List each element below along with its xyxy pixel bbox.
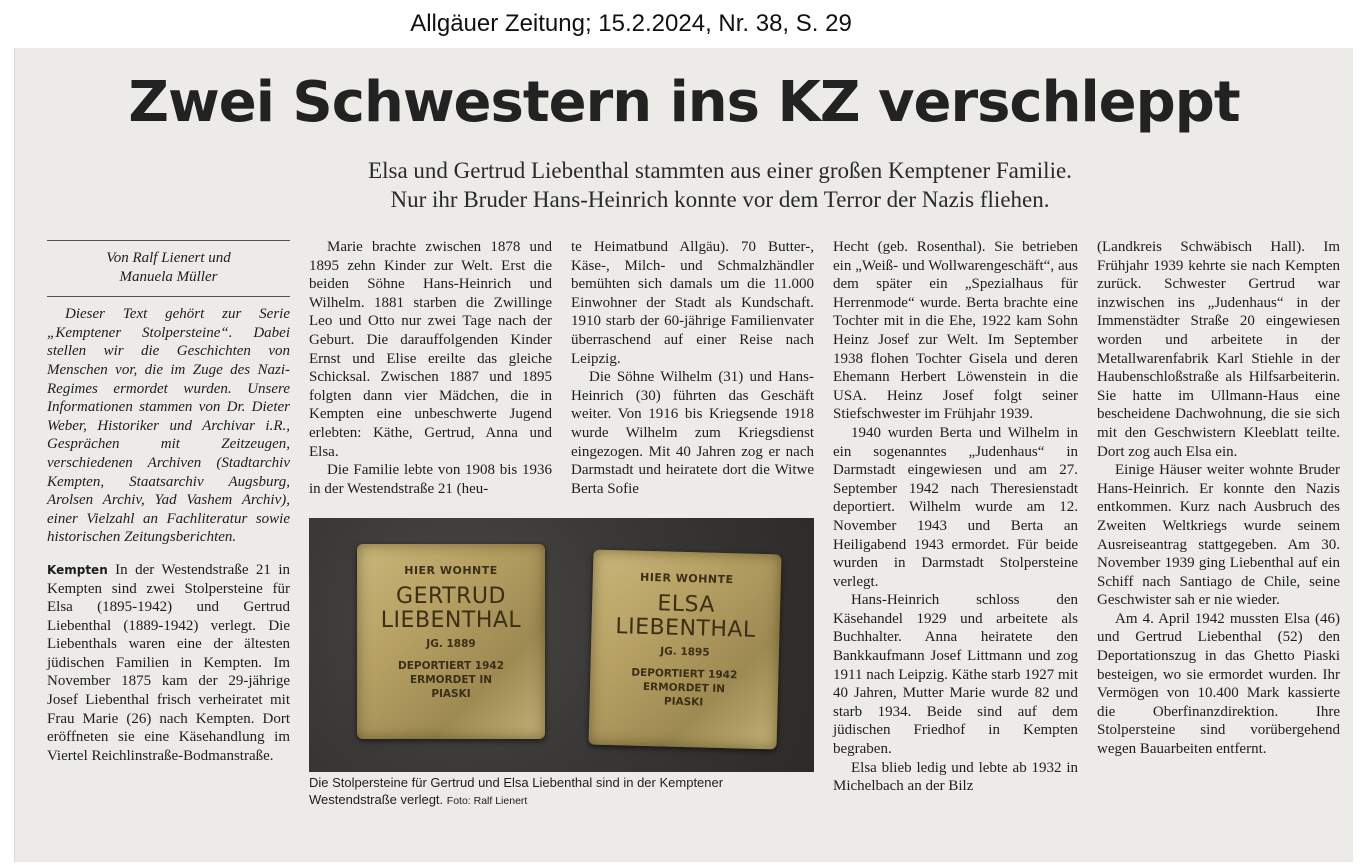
newspaper-clipping: [14, 48, 1353, 862]
photo-caption: [309, 774, 814, 810]
subhead-line-1: Elsa und Gertrud Liebenthal stammten aus einer großen Kemptener Familie.: [368, 158, 1072, 183]
paragraph: Die Familie lebte von 1908 bis 1936 in der Westendstraße 21 (heu-: [309, 462, 552, 497]
stone-text: DEPORTIERT 1942: [631, 666, 738, 682]
paragraph: Die Söhne Wilhelm (31) und Hans-Heinrich (30) führten das Geschäft weiter. Von 1916 bis Kriegsende 1918 wurde Wilhelm zum Kriegsdienst eingezogen. Mit 40 Jahren zog er nach Darmstadt und heiratete dort die Witwe Berta Sofie: [571, 369, 814, 497]
stone-text: ERMORDET IN: [642, 680, 726, 696]
paragraph: [47, 561, 290, 766]
photo-credit: Foto: Ralf Lienert: [446, 795, 528, 807]
source-line: Allgäuer Zeitung; 15.2.2024, Nr. 38, S. 29: [410, 10, 852, 37]
byline-line-1: Von Ralf Lienert und: [106, 250, 231, 266]
stone-name: GERTRUD: [396, 584, 506, 609]
paragraph-text: In der Westendstraße 21 in Kempten sind zwei Stolpersteine für Elsa (1895-1942) und Gertrud Liebenthal (1889-1942) verlegt. Die Liebenthals waren eine der ältesten jüdischen Familien in Kempten. Im November 1875 kam der 29-jährige Josef Liebenthal frisch verheiratet mit Frau Marie (26) nach Kempten. Dort eröffneten sie eine Käsehandlung im Viertel Reichlinstraße-Bodmanstraße.: [47, 561, 290, 764]
stone-text: HIER WOHNTE: [404, 564, 498, 577]
stolperstein-gertrud: [357, 544, 545, 739]
subhead-line-2: Nur ihr Bruder Hans-Heinrich konnte vor dem Terror der Nazis fliehen.: [390, 187, 1050, 212]
stone-text: DEPORTIERT 1942: [397, 660, 505, 672]
column-1: [47, 238, 290, 765]
paragraph: 1940 wurden Berta und Wilhelm in ein sogenanntes „Judenhaus“ in Darmstadt eingewiesen und am 27. September 1942 nach Theresienstadt deportiert. Wilhelm wurde am 12. November 1943 und Berta an Heiligabend 1943 ermordet. Für beide wurden in Darmstadt Stolpersteine verlegt.: [833, 424, 1078, 590]
column-3: [571, 238, 814, 498]
stone-text: JG. 1895: [660, 645, 710, 659]
column-5: [1097, 238, 1340, 759]
stone-name: LIEBENTHAL: [380, 608, 522, 633]
byline: [47, 249, 290, 286]
paragraph: Marie brachte zwischen 1878 und 1895 zehn Kinder zur Welt. Erst die beiden Söhne Hans-Heinrich und Wilhelm. 1881 starben die Zwillinge Leo und Otto nur zwei Tage nach der Geburt. Die darauffolgenden Kinder Ernst und Elise ereilte das gleiche Schicksal. Zwischen 1887 und 1895 folgten dann vier Mädchen, die in Kempten eine unbeschwerte Jugend erlebten: Käthe, Gertrud, Anna und Elsa.: [309, 239, 552, 460]
column-2: [309, 238, 552, 498]
paragraph: Hecht (geb. Rosenthal). Sie betrieben ein „Weiß- und Wollwarengeschäft“, aus dem später ein „Spezialhaus für Herrenmode“ wurde. Berta brachte eine Tochter mit in die Ehe, 1922 kam Sohn Heinz Josef zur Welt. Im September 1938 flohen Tochter Gisela und deren Ehemann Herbert Löwenstein in die USA. Heinz Josef folgt seiner Stiefschwester im Frühjahr 1939.: [833, 239, 1078, 423]
paragraph: Einige Häuser weiter wohnte Bruder Hans-Heinrich. Er konnte den Nazis entkommen. Kurz nach Ausbruch des Zweiten Weltkriegs wurde seinem Ausreiseantrag stattgegeben. Am 30. November 1939 ging Liebenthal auf ein Schiff nach Santiago de Chile, seine Geschwister sah er nie wieder.: [1097, 462, 1340, 609]
stone-text: PIASKI: [431, 688, 471, 700]
byline-line-2: Manuela Müller: [119, 268, 218, 285]
stone-text: PIASKI: [663, 695, 704, 709]
stone-text: JG. 1889: [426, 638, 476, 650]
stolperstein-elsa: [588, 550, 781, 750]
divider: [47, 240, 290, 241]
series-intro: Dieser Text gehört zur Serie „Kemptener Stolpersteine“. Dabei stellen wir die Geschichten von Menschen vor, die im Zuge des Nazi-Regimes ermordet wurden. Unsere Informationen stammen von Dr. Dieter Weber, Historiker und Archivar i.R., Gesprächen mit Zeitzeugen, verschiedenen Archiven (Stadtarchiv Kempten, Staatsarchiv Augsburg, Arolsen Archiv, Yad Vashem Archiv), einer Vielzahl an Fachliteratur sowie historischen Zeitungsberichten.: [47, 306, 290, 546]
stone-name: LIEBENTHAL: [615, 614, 757, 643]
headline: Zwei Schwestern ins KZ verschleppt: [128, 70, 1240, 135]
stolpersteine-photo: [309, 518, 814, 772]
caption-text: Die Stolpersteine für Gertrud und Elsa Liebenthal sind in der Kemptener Westendstraße verlegt.: [309, 775, 724, 807]
paragraph: Am 4. April 1942 mussten Elsa (46) und Gertrud Liebenthal (52) den Deportationszug in das Ghetto Piaski besteigen, wo sie ermordet wurden. Ihr Vermögen von 10.400 Mark kassierte die Oberfinanzdirektion. Ihre Stolpersteine sind vorübergehend wegen Bauarbeiten entfernt.: [1097, 610, 1340, 758]
paragraph: (Landkreis Schwäbisch Hall). Im Frühjahr 1939 kehrte sie nach Kempten zurück. Schwester Gertrud war inzwischen ins „Judenhaus“ in der Immenstädter Straße 20 eingewiesen worden und arbeitete in der Metallwarenfabrik Karl Stiehle in der Haubenschloßstraße als Hilfsarbeiterin. Sie hatte im Ullmann-Haus eine bescheidene Dachwohnung, die sie sich mit den Geschwistern Kleeblatt teilte. Dort zog auch Elsa ein.: [1097, 239, 1340, 460]
stone-text: HIER WOHNTE: [639, 570, 734, 587]
paragraph: te Heimatbund Allgäu). 70 Butter-, Käse-, Milch- und Schmalzhändler bemühten sich damals um die 11.000 Einwohner der Stadt als Kundschaft. 1910 starb der 60-jährige Familienvater überraschend auf einer Reise nach Leipzig.: [571, 239, 814, 367]
paragraph: Hans-Heinrich schloss den Käsehandel 1929 und arbeitete als Buchhalter. Anna heiratete den Bankkaufmann Josef Littmann und zog 1911 nach Leipzig. Käthe starb 1927 mit 40 Jahren, Mutter Marie wurde 82 und starb 1934. Beide sind auf dem jüdischen Friedhof in Kempten begraben.: [833, 592, 1078, 758]
stone-name: ELSA: [657, 591, 716, 618]
dateline: Kempten: [47, 562, 108, 577]
paragraph: Elsa blieb ledig und lebte ab 1932 in Michelbach an der Bilz: [833, 759, 1078, 795]
subheadline: [175, 156, 1265, 214]
stone-text: ERMORDET IN: [409, 674, 493, 686]
divider: [47, 296, 290, 297]
column-4: [833, 238, 1078, 796]
